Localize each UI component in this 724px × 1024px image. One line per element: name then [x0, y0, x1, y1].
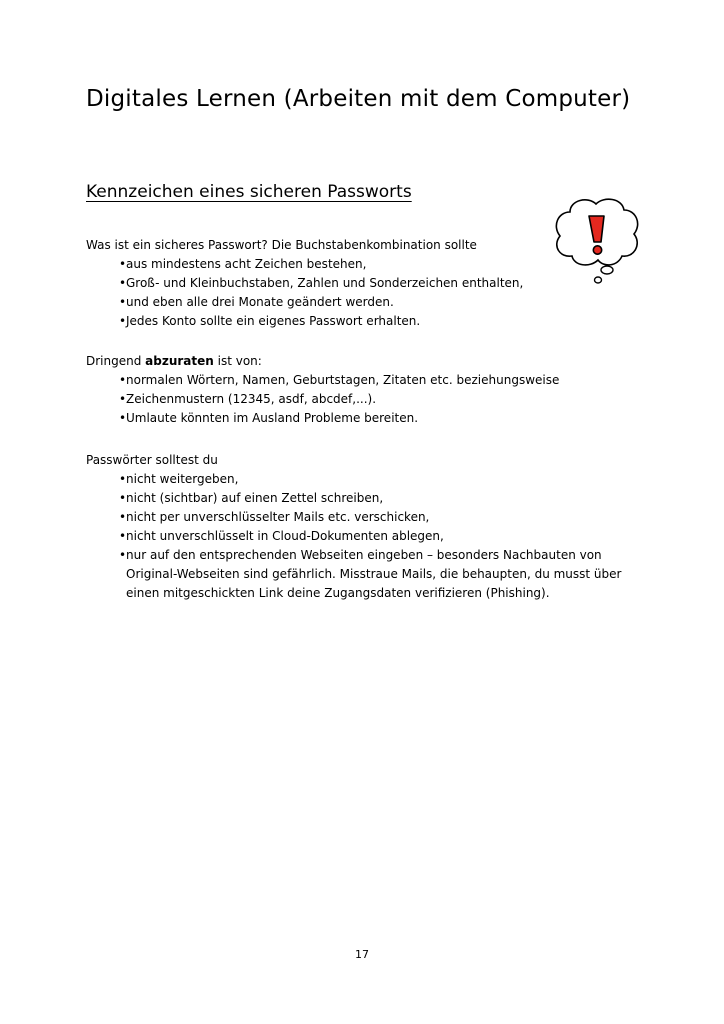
bullet-icon: •: [119, 295, 127, 309]
list-item: [86, 255, 523, 274]
criteria-list: [86, 255, 523, 331]
exclamation-thought-bubble-icon: [548, 194, 648, 294]
avoid-section: [86, 352, 559, 428]
page-number: 17: [355, 948, 369, 961]
list-item-text: nicht unverschlüsselt in Cloud-Dokumenten ablegen,: [126, 529, 444, 543]
rules-intro: Passwörter solltest du: [86, 453, 218, 467]
list-item-text: und eben alle drei Monate geändert werden.: [126, 295, 394, 309]
bullet-icon: •: [119, 510, 127, 524]
list-item: [86, 293, 523, 312]
bullet-icon: •: [119, 314, 127, 328]
list-item: [86, 527, 626, 546]
bullet-icon: •: [119, 548, 127, 562]
list-item: [86, 546, 626, 603]
list-item-text: Groß- und Kleinbuchstaben, Zahlen und Sonderzeichen enthalten,: [126, 276, 524, 290]
list-item-text: Zeichenmustern (12345, asdf, abcdef,...).: [126, 392, 377, 406]
section-heading: Kennzeichen eines sicheren Passworts: [86, 182, 412, 202]
bullet-icon: •: [119, 491, 127, 505]
avoid-intro-after: ist von:: [213, 354, 262, 368]
avoid-list: [86, 371, 559, 428]
password-criteria-section: [86, 236, 523, 331]
avoid-intro-bold: abzuraten: [145, 354, 214, 368]
exclamation-dot: [593, 246, 601, 254]
list-item-text: Jedes Konto sollte ein eigenes Passwort erhalten.: [126, 314, 421, 328]
password-rules-section: [86, 451, 626, 603]
list-item-text: nicht (sichtbar) auf einen Zettel schreiben,: [126, 491, 384, 505]
exclamation-thought-bubble-svg: [548, 194, 648, 294]
list-item: [86, 409, 559, 428]
bullet-icon: •: [119, 529, 127, 543]
list-item-text: nur auf den entsprechenden Webseiten eingeben – besonders Nachbauten von Original-Webseiten sind gefährlich. Misstraue Mails, die behaupten, du musst über einen mitgeschickten Link deine Zugangsdaten verifizieren (Phishing).: [126, 548, 622, 600]
bullet-icon: •: [119, 411, 127, 425]
bullet-icon: •: [119, 373, 127, 387]
list-item: [86, 390, 559, 409]
list-item-text: nicht weitergeben,: [126, 472, 239, 486]
list-item: [86, 470, 626, 489]
rules-list: [86, 470, 626, 603]
bullet-icon: •: [119, 472, 127, 486]
thought-bubble-small-1: [601, 266, 613, 274]
list-item: [86, 274, 523, 293]
page-title: Digitales Lernen (Arbeiten mit dem Computer): [86, 86, 631, 112]
list-item: [86, 508, 626, 527]
list-item: [86, 371, 559, 390]
criteria-intro: Was ist ein sicheres Passwort? Die Buchstabenkombination sollte: [86, 238, 477, 252]
thought-bubble-small-2: [595, 277, 602, 283]
list-item-text: Umlaute könnten im Ausland Probleme bereiten.: [126, 411, 419, 425]
list-item: [86, 312, 523, 331]
list-item-text: nicht per unverschlüsselter Mails etc. verschicken,: [126, 510, 430, 524]
bullet-icon: •: [119, 276, 127, 290]
avoid-intro: [86, 352, 559, 371]
list-item-text: normalen Wörtern, Namen, Geburtstagen, Zitaten etc. beziehungsweise: [126, 373, 560, 387]
list-item-text: aus mindestens acht Zeichen bestehen,: [126, 257, 367, 271]
bullet-icon: •: [119, 257, 127, 271]
avoid-intro-before: Dringend: [86, 354, 146, 368]
list-item: [86, 489, 626, 508]
bullet-icon: •: [119, 392, 127, 406]
